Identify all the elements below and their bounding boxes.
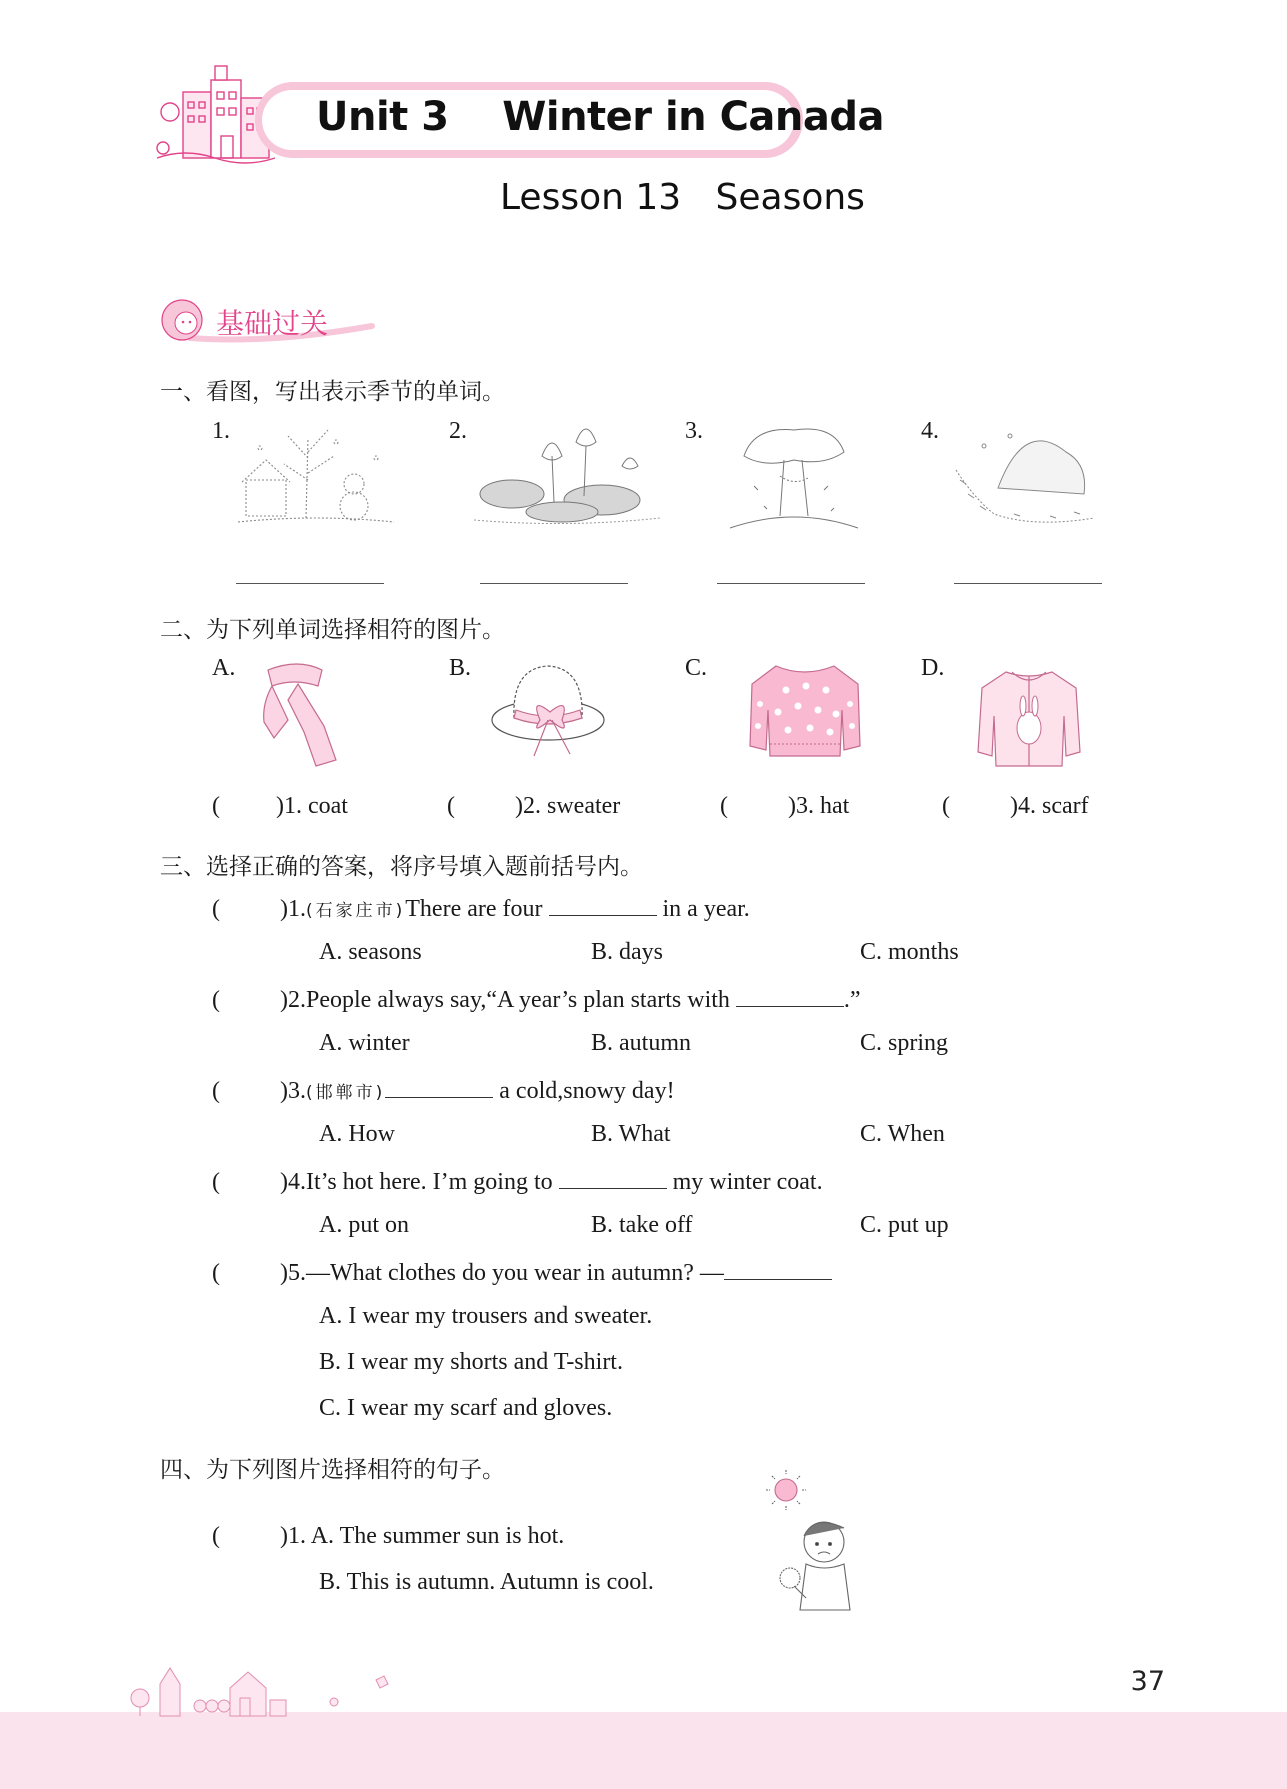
part1-item-number: 4. [921,418,939,444]
town-doodle-icon [120,1644,400,1720]
part2-word: ( )3. hat [720,793,850,819]
spring-scene-icon [954,418,1096,530]
part1-heading: 一、看图，写出表示季节的单词。 [160,379,505,405]
option[interactable]: C. put up [860,1212,949,1238]
bracket-open[interactable]: ( [942,793,950,819]
option[interactable]: A. winter [319,1030,410,1056]
fill-blank[interactable] [559,1166,667,1189]
option[interactable]: C. When [860,1121,945,1147]
option[interactable]: B. I wear my shorts and T-shirt. [319,1349,623,1375]
part1-item-number: 2. [449,418,467,444]
lesson-title: Lesson 13 Seasons [500,177,865,218]
option[interactable]: B. What [591,1121,671,1147]
match-question: ( )1. A. The summer sun is hot. [212,1523,565,1549]
mc-question: ( )3.(邯郸市) a cold,snowy day! [212,1075,675,1105]
section-badge-label: 基础过关 [216,307,329,340]
scarf-icon [258,660,348,770]
mc-question: ( )5.—What clothes do you wear in autumn? — [212,1257,832,1287]
answer-line[interactable] [954,583,1102,584]
mc-question: ( )4.It’s hot here. I’m going to my winter coat. [212,1166,823,1196]
mc-question: ( )1.(石家庄市)There are four in a year. [212,893,750,923]
winter-scene-icon [236,418,396,530]
part2-word: ( )2. sweater [447,793,621,819]
sun-boy-icon [744,1466,864,1616]
part2-heading: 二、为下列单词选择相符的图片。 [160,617,505,643]
option[interactable]: A. How [319,1121,395,1147]
bracket-open[interactable]: ( [447,793,455,819]
hat-icon [490,660,610,760]
answer-line[interactable] [480,583,628,584]
part1-item-number: 1. [212,418,230,444]
option[interactable]: B. autumn [591,1030,691,1056]
picture-label: C. [685,655,708,681]
footer-band [0,1712,1287,1789]
summer-lotus-icon [472,416,662,528]
part4-heading: 四、为下列图片选择相符的句子。 [160,1457,505,1483]
option[interactable]: A. seasons [319,939,422,965]
autumn-tree-icon [724,416,864,532]
fill-blank[interactable] [736,984,844,1007]
fill-blank[interactable] [385,1075,493,1098]
part1-item-number: 3. [685,418,703,444]
option[interactable]: C. months [860,939,959,965]
fill-blank[interactable] [724,1257,832,1280]
option[interactable]: C. I wear my scarf and gloves. [319,1395,613,1421]
bracket-open[interactable]: ( [212,793,220,819]
answer-line[interactable] [236,583,384,584]
bracket-open[interactable]: ( [720,793,728,819]
picture-label: B. [449,655,472,681]
coat-icon [972,666,1086,772]
answer-line[interactable] [717,583,865,584]
section-badge [160,298,375,348]
option[interactable]: C. spring [860,1030,949,1056]
part2-word: ( )4. scarf [942,793,1089,819]
mc-question: ( )2.People always say,“A year’s plan starts with .” [212,984,861,1014]
part2-word: ( )1. coat [212,793,348,819]
option[interactable]: B. days [591,939,663,965]
unit-title: Unit 3 Winter in Canada [316,94,885,140]
part3-heading: 三、选择正确的答案，将序号填入题前括号内。 [160,854,643,880]
picture-label: D. [921,655,945,681]
sentence-option: B. This is autumn. Autumn is cool. [319,1569,654,1595]
option[interactable]: A. put on [319,1212,409,1238]
sweater-icon [746,660,864,766]
option[interactable]: B. take off [591,1212,693,1238]
picture-label: A. [212,655,236,681]
page-number: 37 [1130,1666,1165,1697]
fill-blank[interactable] [549,893,657,916]
option[interactable]: A. I wear my trousers and sweater. [319,1303,653,1329]
